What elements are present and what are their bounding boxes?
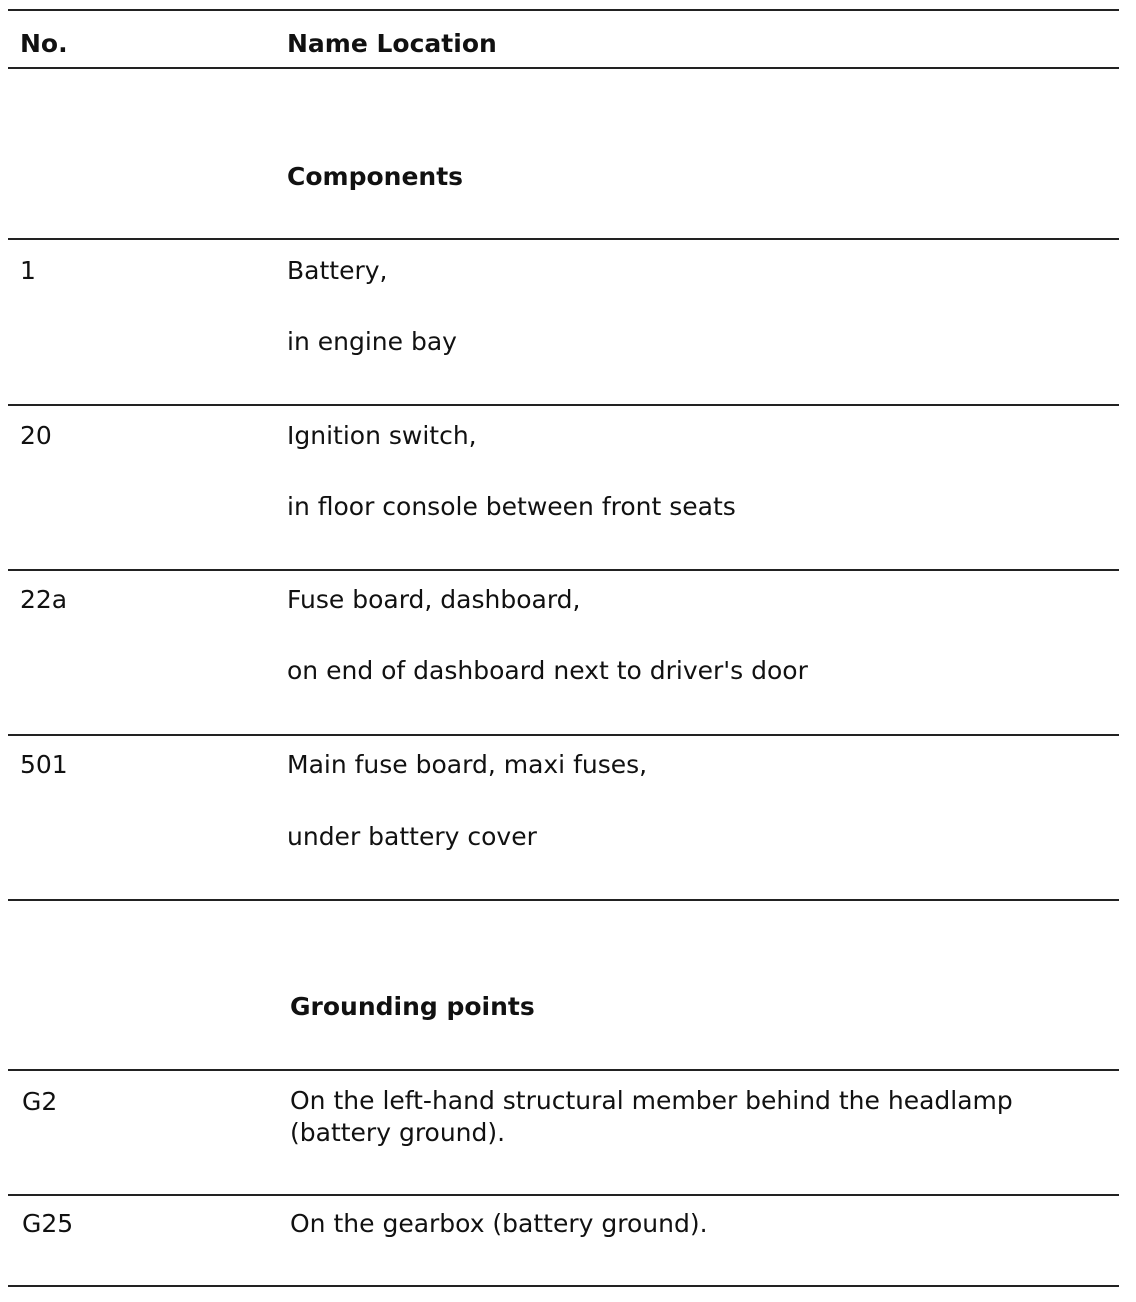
row-name: Ignition switch, bbox=[287, 421, 477, 450]
row-location: in engine bay bbox=[287, 327, 457, 356]
table-bottom-rule bbox=[8, 1285, 1119, 1287]
row-number: 20 bbox=[20, 421, 52, 450]
row-description: On the left-hand structural member behind the headlamp (battery ground). bbox=[290, 1086, 1013, 1147]
row-divider bbox=[8, 1194, 1119, 1196]
row-number: G2 bbox=[22, 1087, 58, 1116]
row-number: 22a bbox=[20, 585, 68, 614]
row-divider bbox=[8, 734, 1119, 736]
row-name: Fuse board, dashboard, bbox=[287, 585, 581, 614]
row-name: Main fuse board, maxi fuses, bbox=[287, 750, 648, 779]
row-number: 1 bbox=[20, 256, 36, 285]
row-divider bbox=[8, 899, 1119, 901]
section-rule bbox=[8, 1069, 1119, 1071]
row-divider bbox=[8, 404, 1119, 406]
table-top-rule bbox=[8, 9, 1119, 11]
header-bottom-rule bbox=[8, 67, 1119, 69]
row-number: G25 bbox=[22, 1209, 74, 1238]
section-rule bbox=[8, 238, 1119, 240]
row-location: on end of dashboard next to driver's door bbox=[287, 656, 808, 685]
row-description: On the gearbox (battery ground). bbox=[290, 1209, 708, 1238]
row-divider bbox=[8, 569, 1119, 571]
row-name: Battery, bbox=[287, 256, 388, 285]
header-name-location: Name Location bbox=[287, 29, 497, 58]
row-location: under battery cover bbox=[287, 822, 537, 851]
section-grounding-title: Grounding points bbox=[290, 992, 535, 1021]
row-number: 501 bbox=[20, 750, 68, 779]
header-no: No. bbox=[20, 29, 68, 58]
row-location: in floor console between front seats bbox=[287, 492, 736, 521]
section-components-title: Components bbox=[287, 162, 464, 191]
